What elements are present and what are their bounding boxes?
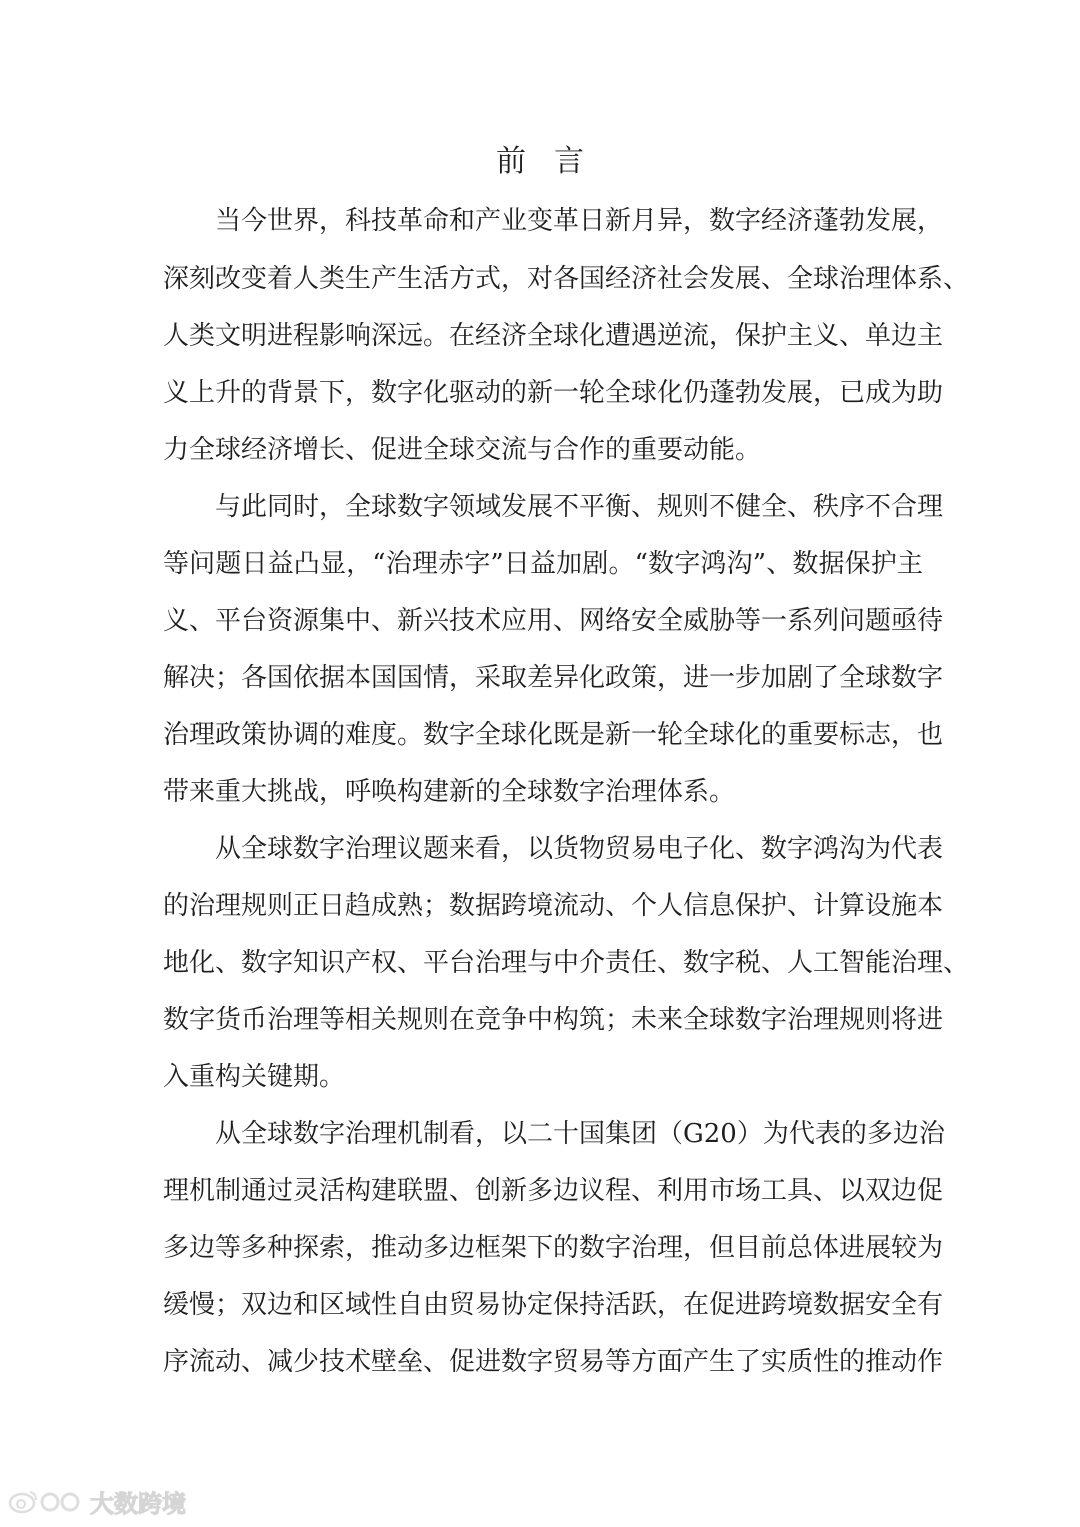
text-line: 解决；各国依据本国国情，采取差异化政策，进一步加剧了全球数字 xyxy=(163,663,944,693)
text-line: 深刻改变着人类生产生活方式，对各国经济社会发展、全球治理体系、 xyxy=(163,264,970,294)
text-line: 力全球经济增长、促进全球交流与合作的重要动能。 xyxy=(163,435,762,465)
page-title: 前言 xyxy=(496,144,612,179)
text-line: 带来重大挑战，呼唤构建新的全球数字治理体系。 xyxy=(163,777,736,807)
text-line: 人类文明进程影响深远。在经济全球化遭遇逆流，保护主义、单边主 xyxy=(163,321,944,351)
text-line: 的治理规则正日趋成熟；数据跨境流动、个人信息保护、计算设施本 xyxy=(163,891,944,921)
text-line: 地化、数字知识产权、平台治理与中介责任、数字税、人工智能治理、 xyxy=(163,948,970,978)
weibo-logo-icon xyxy=(8,1487,84,1515)
text-line: 序流动、减少技术壁垒、促进数字贸易等方面产生了实质性的推动作 xyxy=(163,1347,944,1377)
watermark-text: 大数跨境 xyxy=(90,1489,186,1518)
watermark xyxy=(8,1484,186,1518)
text-line: 理机制通过灵活构建联盟、创新多边议程、利用市场工具、以双边促 xyxy=(163,1176,944,1206)
text-line: 与此同时，全球数字领域发展不平衡、规则不健全、秩序不合理 xyxy=(215,492,944,522)
text-line: 义、平台资源集中、新兴技术应用、网络安全威胁等一系列问题亟待 xyxy=(163,606,944,636)
text-line: 从全球数字治理机制看，以二十国集团（G20）为代表的多边治 xyxy=(215,1119,945,1149)
text-line: 当今世界，科技革命和产业变革日新月异，数字经济蓬勃发展， xyxy=(215,206,944,236)
text-line: 数字货币治理等相关规则在竞争中构筑；未来全球数字治理规则将进 xyxy=(163,1005,944,1035)
text-line: 多边等多种探索，推动多边框架下的数字治理，但目前总体进展较为 xyxy=(163,1233,944,1263)
text-line: 从全球数字治理议题来看，以货物贸易电子化、数字鸿沟为代表 xyxy=(215,834,944,864)
text-line: 缓慢；双边和区域性自由贸易协定保持活跃，在促进跨境数据安全有 xyxy=(163,1290,944,1320)
text-line: 义上升的背景下，数字化驱动的新一轮全球化仍蓬勃发展，已成为助 xyxy=(163,378,944,408)
text-line: 治理政策协调的难度。数字全球化既是新一轮全球化的重要标志，也 xyxy=(163,720,944,750)
text-line: 入重构关键期。 xyxy=(163,1062,346,1092)
text-line: 等问题日益凸显，“治理赤字”日益加剧。“数字鸿沟”、数据保护主 xyxy=(163,549,923,579)
